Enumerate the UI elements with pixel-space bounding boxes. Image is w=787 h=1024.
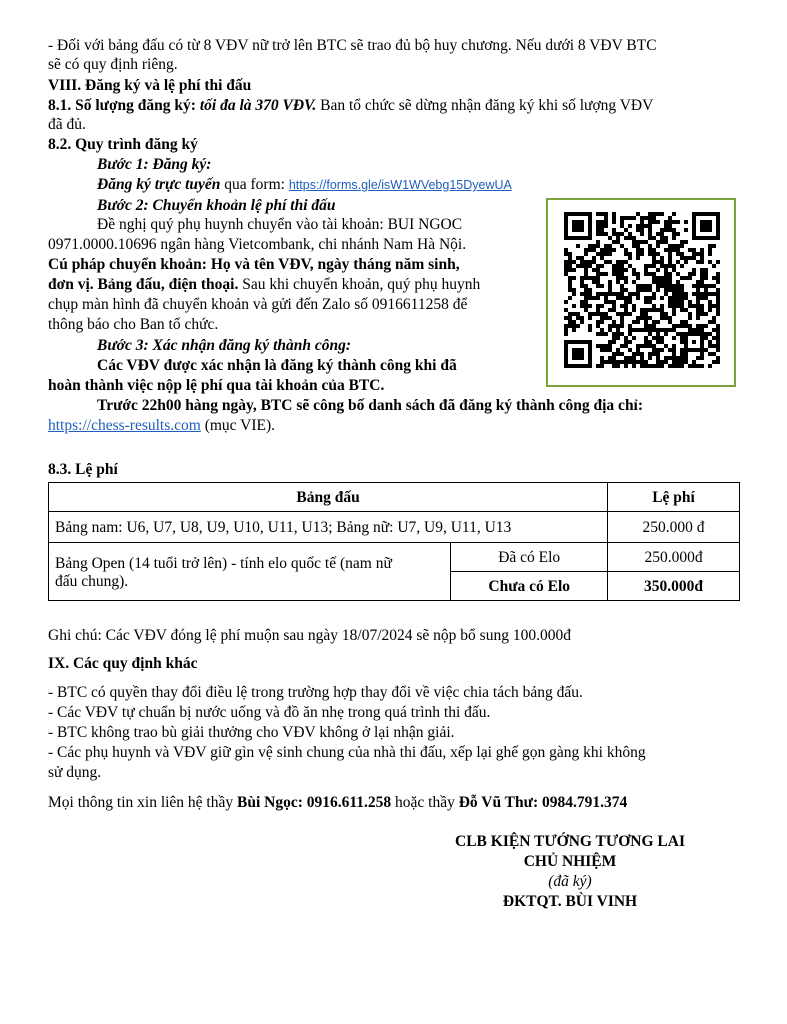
step-1-title: Bước 1: Đăng ký: bbox=[97, 156, 212, 173]
chess-results-link[interactable]: https://chess-results.com bbox=[48, 417, 201, 434]
section-81-limit: tối đa là 370 VĐV. bbox=[199, 97, 317, 114]
intro-line-2: sẽ có quy định riêng. bbox=[48, 56, 178, 73]
row-2-board bbox=[49, 543, 451, 601]
signature-role: CHỦ NHIỆM bbox=[523, 853, 617, 870]
qr-code-frame bbox=[546, 198, 736, 387]
row-2a-fee: 250.000đ bbox=[608, 543, 740, 572]
rule-item-4-line-2: sử dụng. bbox=[48, 764, 102, 781]
step-3-title: Bước 3: Xác nhận đăng ký thành công: bbox=[97, 337, 352, 354]
section-81-line-1 bbox=[48, 96, 653, 115]
contact-person-1: Bùi Ngọc: 0916.611.258 bbox=[237, 794, 392, 811]
row-1-board: Bảng nam: U6, U7, U8, U9, U10, U11, U13; Bảng nữ: U7, U9, U11, U13 bbox=[49, 512, 608, 543]
step-2-after-transfer: Sau khi chuyển khoản, quý phụ huynh bbox=[238, 276, 481, 293]
section-83-title: 8.3. Lệ phí bbox=[48, 461, 118, 478]
section-81-label: 8.1. Số lượng đăng ký: bbox=[48, 97, 196, 114]
step-2-line-6: thông báo cho Ban tổ chức. bbox=[48, 316, 219, 333]
rule-item-3: - BTC không trao bù giải thưởng cho VĐV không ở lại nhận giải. bbox=[48, 724, 455, 741]
table-header-row bbox=[49, 483, 740, 512]
step-2-title: Bước 2: Chuyển khoản lệ phí thi đấu bbox=[97, 197, 336, 214]
step-2-line-3: Cú pháp chuyển khoản: Họ và tên VĐV, ngày tháng năm sinh, bbox=[48, 256, 460, 273]
announce-line-1: Trước 22h00 hàng ngày, BTC sẽ công bố danh sách đã đăng ký thành công địa chỉ: bbox=[97, 397, 644, 414]
contact-person-2: Đỗ Vũ Thư: 0984.791.374 bbox=[458, 794, 628, 811]
section-81-text: Ban tổ chức sẽ dừng nhận đăng ký khi số lượng VĐV bbox=[316, 97, 654, 114]
row-2-board-line-2: đấu chung). bbox=[55, 572, 129, 590]
step-2-line-2: 0971.0000.10696 ngân hàng Vietcombank, chi nhánh Nam Hà Nội. bbox=[48, 236, 467, 253]
announce-suffix: (mục VIE). bbox=[200, 417, 276, 434]
signature-org: CLB KIỆN TƯỚNG TƯƠNG LAI bbox=[455, 833, 685, 850]
rule-item-1: - BTC có quyền thay đổi điều lệ trong trường hợp thay đổi về việc chia tách bảng đấu. bbox=[48, 684, 583, 701]
row-2b-fee: 350.000đ bbox=[608, 572, 740, 601]
section-82-title: 8.2. Quy trình đăng ký bbox=[48, 136, 198, 153]
announce-line-2 bbox=[48, 416, 275, 435]
section-81-line-2: đã đủ. bbox=[48, 116, 86, 133]
contact-line bbox=[48, 793, 627, 812]
contact-mid: hoặc thầy bbox=[391, 794, 459, 811]
step-2-line-5: chụp màn hình đã chuyển khoản và gửi đến Zalo số 0916611258 để bbox=[48, 296, 468, 313]
contact-prefix: Mọi thông tin xin liên hệ thầy bbox=[48, 794, 237, 811]
signature-name: ĐKTQT. BÙI VINH bbox=[502, 893, 638, 910]
step-3-line-2: hoàn thành việc nộp lệ phí qua tài khoản của BTC. bbox=[48, 377, 385, 394]
step-2-line-4 bbox=[48, 275, 480, 294]
fee-table bbox=[48, 482, 740, 601]
table-row bbox=[49, 512, 740, 543]
section-8-title: VIII. Đăng ký và lệ phí thi đấu bbox=[48, 77, 252, 94]
registration-form-link[interactable]: https://forms.gle/isW1WVebg15DyewUA bbox=[288, 178, 512, 192]
late-fee-note: Ghi chú: Các VĐV đóng lệ phí muộn sau ngày 18/07/2024 sẽ nộp bổ sung 100.000đ bbox=[48, 627, 571, 644]
header-board: Bảng đấu bbox=[49, 483, 608, 512]
intro-line-1: - Đối với bảng đấu có từ 8 VĐV nữ trở lên BTC sẽ trao đủ bộ huy chương. Nếu dưới 8 VĐV BTC bbox=[48, 37, 657, 54]
step-1-via: qua form: bbox=[220, 176, 289, 193]
row-2b-sub: Chưa có Elo bbox=[451, 572, 608, 601]
header-fee: Lệ phí bbox=[608, 483, 740, 512]
step-1-online: Đăng ký trực tuyến bbox=[97, 176, 221, 193]
signature-signed: (đã ký) bbox=[548, 873, 592, 890]
qr-code-icon bbox=[564, 212, 720, 368]
row-1-fee: 250.000 đ bbox=[608, 512, 740, 543]
rule-item-4-line-1: - Các phụ huynh và VĐV giữ gìn vệ sinh chung của nhà thi đấu, xếp lại ghế gọn gàng khi không bbox=[48, 744, 646, 761]
step-2-syntax-end: đơn vị. Bảng đấu, điện thoại. bbox=[48, 276, 239, 293]
step-1-line bbox=[97, 175, 512, 195]
step-2-line-1: Đề nghị quý phụ huynh chuyển vào tài khoản: BUI NGOC bbox=[97, 216, 463, 233]
section-9-title: IX. Các quy định khác bbox=[48, 655, 198, 672]
row-2-board-line-1: Bảng Open (14 tuổi trở lên) - tính elo quốc tế (nam nữ bbox=[55, 554, 392, 572]
rule-item-2: - Các VĐV tự chuẩn bị nước uống và đồ ăn nhẹ trong quá trình thi đấu. bbox=[48, 704, 491, 721]
table-row bbox=[49, 543, 740, 572]
row-2a-sub: Đã có Elo bbox=[451, 543, 608, 572]
step-3-line-1: Các VĐV được xác nhận là đăng ký thành công khi đã bbox=[97, 357, 457, 374]
